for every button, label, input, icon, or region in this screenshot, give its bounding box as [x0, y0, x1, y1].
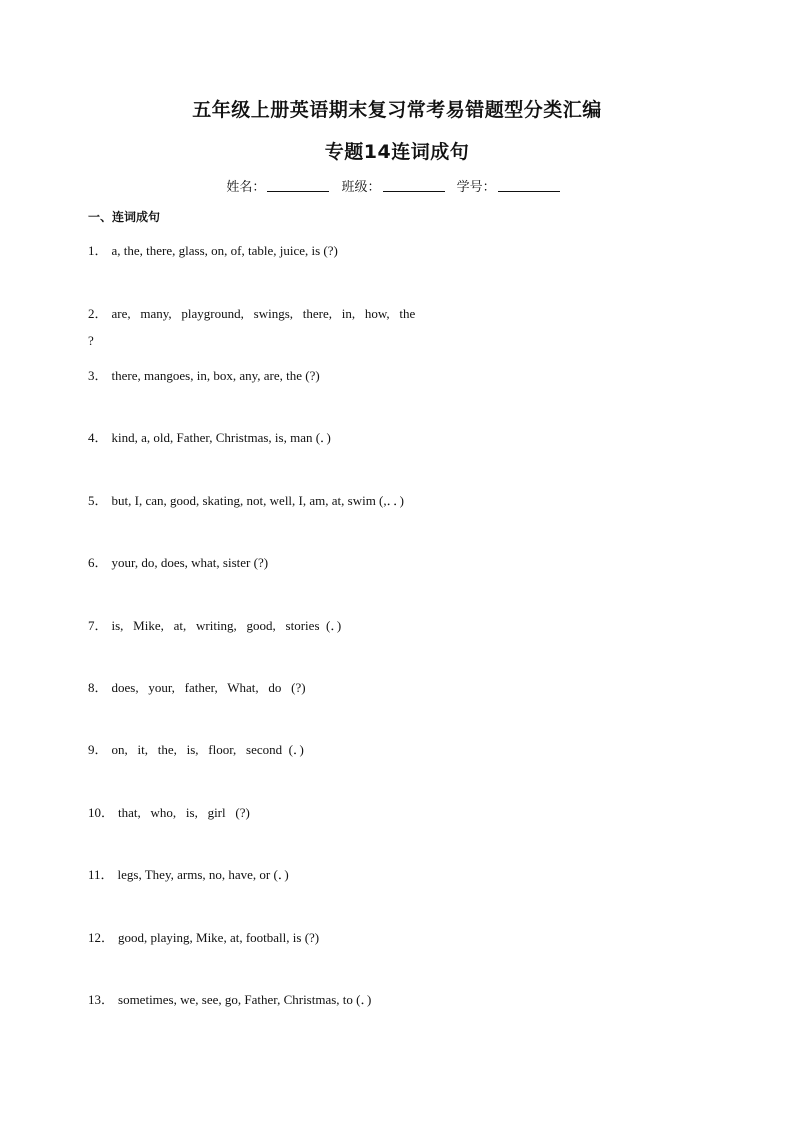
question-3: 3． there, mangoes, in, box, any, are, the (?)	[88, 368, 320, 383]
name-blank	[267, 179, 329, 192]
question-6: 6． your, do, does, what, sister (?)	[88, 555, 269, 570]
question-13: 13． sometimes, we, see, go, Father, Christmas, to (．)	[88, 992, 372, 1007]
question-10: 10． that, who, is, girl (?)	[88, 805, 250, 820]
student-info-line	[0, 176, 794, 195]
page-title: 五年级上册英语期末复习常考易错题型分类汇编	[192, 99, 602, 121]
id-blank	[498, 179, 560, 192]
question-12: 12． good, playing, Mike, at, football, is (?)	[88, 930, 320, 945]
class-blank	[383, 179, 445, 192]
name-label: 姓名：	[226, 180, 266, 195]
question-7: 7． is, Mike, at, writing, good, stories (．)	[88, 618, 342, 633]
question-2-continuation: ?	[88, 333, 94, 348]
page-subtitle: 专题14连词成句	[324, 141, 470, 163]
section-title: 一、连词成句	[88, 210, 161, 224]
question-11: 11． legs, They, arms, no, have, or (．)	[88, 867, 289, 882]
id-label: 学号：	[456, 180, 496, 195]
question-5: 5． but, I, can, good, skating, not, well, I, am, at, swim (,．．)	[88, 493, 404, 508]
question-2: 2． are, many, playground, swings, there, in, how, the	[88, 306, 416, 321]
question-9: 9． on, it, the, is, floor, second (．)	[88, 742, 304, 757]
question-8: 8． does, your, father, What, do (?)	[88, 680, 306, 695]
class-label: 班级：	[341, 180, 381, 195]
question-4: 4． kind, a, old, Father, Christmas, is, man (．)	[88, 430, 331, 445]
question-1: 1． a, the, there, glass, on, of, table, juice, is (?)	[88, 243, 338, 258]
